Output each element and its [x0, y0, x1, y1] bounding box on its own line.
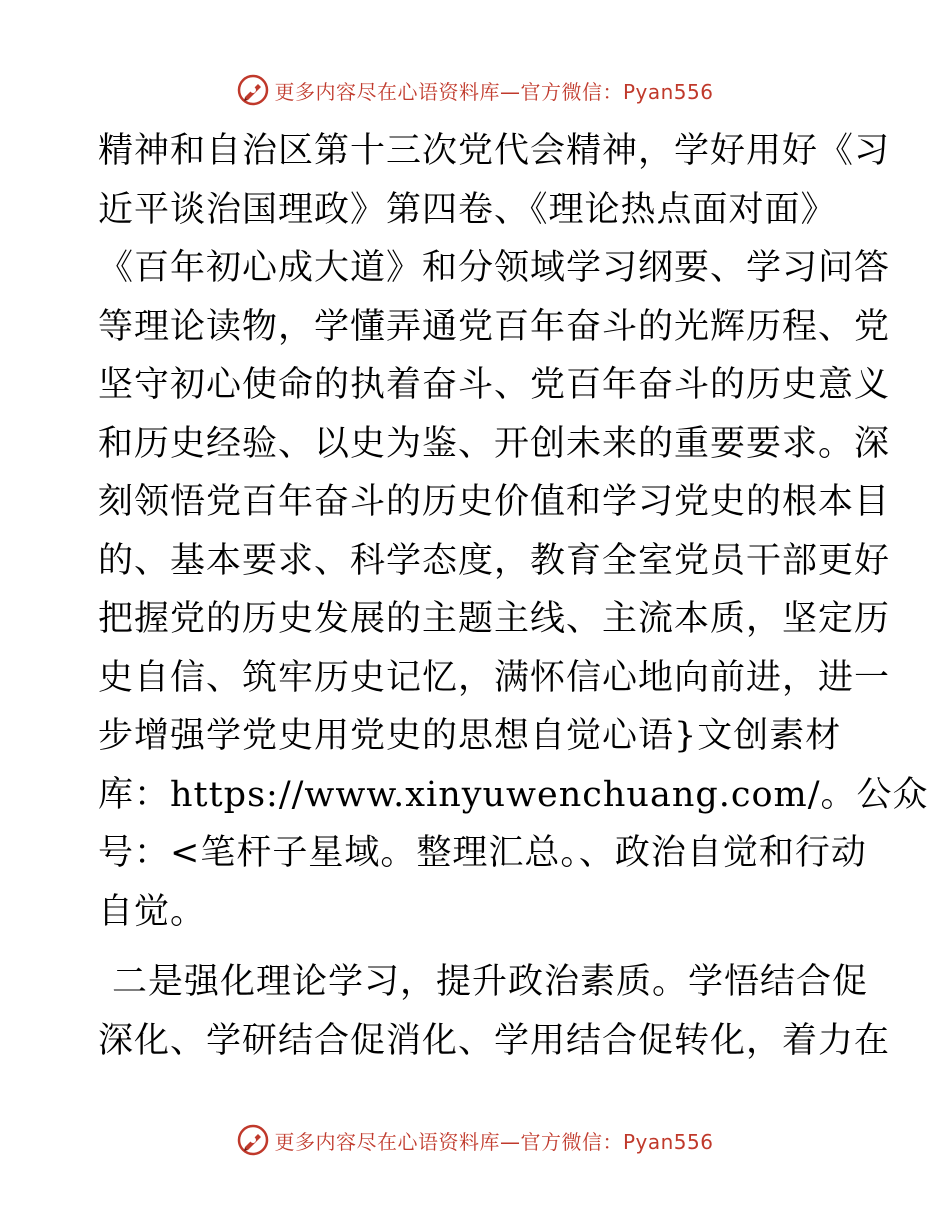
text-line: 坚守初心使命的执着奋斗、党百年奋斗的历史意义: [98, 365, 891, 405]
watermark-text: 更多内容尽在心语资料库—官方微信：Pyan556: [274, 79, 714, 104]
paragraph-spacer: [98, 941, 858, 953]
paragraph-1: [98, 122, 929, 941]
text-line: 《百年初心成大道》和分领域学习纲要、学习问答: [98, 248, 891, 288]
text-line: 库：https://www.xinyuwenchuang.com/。公众: [98, 774, 929, 815]
pen-logo-icon: [236, 73, 270, 107]
text-line: 等理论读物，学懂弄通党百年奋斗的光辉历程、党: [98, 306, 891, 347]
text-line: 号：<笔杆子星域。整理汇总。、政治自觉和行动: [98, 833, 867, 873]
text-line: 近平谈治国理政》第四卷、《理论热点面对面》: [98, 189, 837, 230]
text-line: 二是强化理论学习，提升政治素质。学悟结合促: [112, 962, 869, 1002]
text-line: 的、基本要求、科学态度，教育全室党员干部更好: [98, 540, 891, 581]
paragraph-2: [98, 953, 891, 1070]
text-line: 自觉。: [98, 891, 207, 932]
text-line: 史自信、筑牢历史记忆，满怀信心地向前进，进一: [98, 657, 891, 698]
text-line: 刻领悟党百年奋斗的历史价值和学习党史的根本目: [98, 482, 891, 522]
text-line: 和历史经验、以史为鉴、开创未来的重要要求。深: [98, 423, 891, 464]
header-watermark: [0, 70, 950, 110]
document-body: [98, 122, 929, 1070]
watermark-text: 更多内容尽在心语资料库—官方微信：Pyan556: [274, 1129, 714, 1154]
text-line: 深化、学研结合促消化、学用结合促转化，着力在: [98, 1020, 891, 1061]
text-line: 精神和自治区第十三次党代会精神，学好用好《习: [98, 131, 891, 171]
text-line: 把握党的历史发展的主题主线、主流本质，坚定历: [98, 599, 891, 639]
footer-watermark: [0, 1120, 950, 1160]
text-line: 步增强学党史用党史的思想自觉心语}文创素材: [98, 716, 842, 756]
pen-logo-icon: [236, 1123, 270, 1157]
